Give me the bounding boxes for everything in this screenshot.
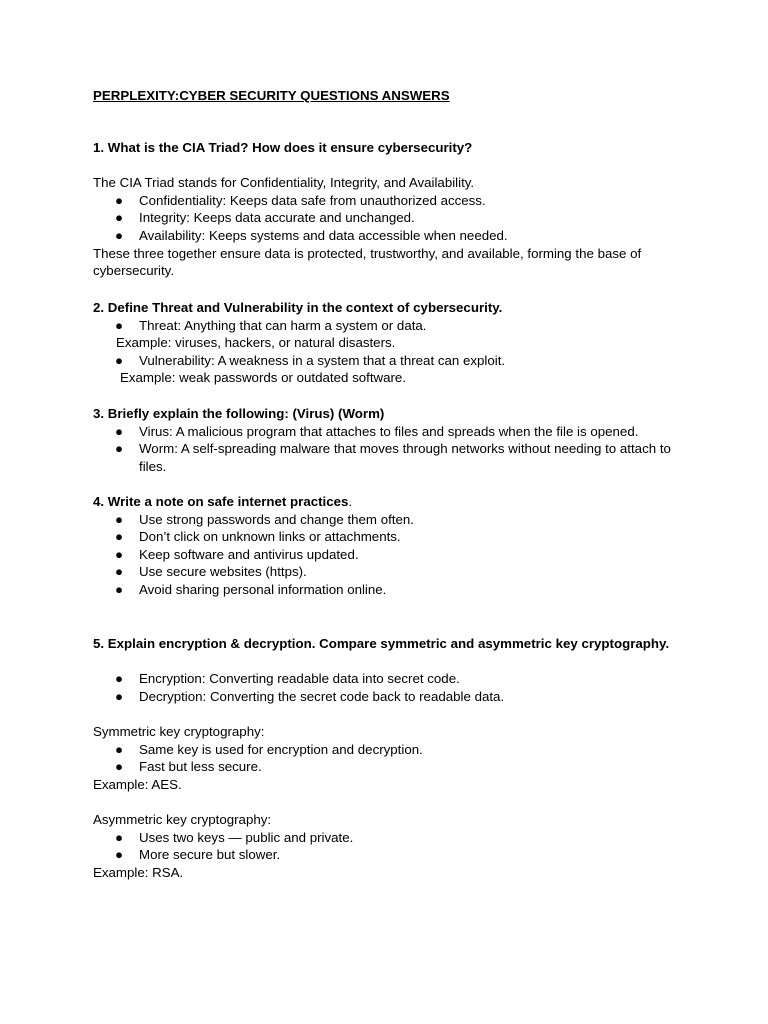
bullet-icon: ●: [115, 227, 124, 243]
list-item-text: Threat: Anything that can harm a system or data.: [139, 317, 427, 333]
bullet-icon: ●: [115, 441, 124, 457]
example-text: Example: weak passwords or outdated software.: [120, 370, 407, 386]
list-item: [93, 209, 683, 227]
list-item-text: Worm: A self-spreading malware that moves through networks without needing to attach to files.: [139, 441, 671, 474]
list-item-text: Uses two keys — public and private.: [139, 829, 354, 845]
bullet-icon: ●: [115, 564, 124, 580]
example-text: Example: viruses, hackers, or natural disasters.: [116, 335, 396, 351]
list-item-text: Virus: A malicious program that attaches to files and spreads when the file is opened.: [139, 423, 639, 439]
example-text: Example: RSA.: [93, 864, 184, 880]
list-item: [93, 546, 683, 564]
question-heading: 5. Explain encryption & decryption. Compare symmetric and asymmetric key cryptography.: [93, 636, 670, 651]
list-item: [93, 670, 683, 688]
bullet-icon: ●: [115, 423, 124, 439]
bullet-icon: ●: [115, 829, 124, 845]
spacer: [93, 793, 683, 811]
list-item-text: Keep software and antivirus updated.: [139, 546, 359, 562]
bullet-icon: ●: [115, 546, 124, 562]
section-q3: [93, 405, 683, 475]
bullet-list: [93, 352, 683, 370]
bullet-icon: ●: [115, 529, 124, 545]
bullet-icon: ●: [115, 317, 124, 333]
list-item-text: Use secure websites (https).: [139, 564, 307, 580]
example-text: Example: AES.: [93, 776, 182, 792]
bullet-list: [93, 670, 683, 705]
bullet-list: [93, 423, 683, 476]
list-item-text: Avoid sharing personal information online.: [139, 581, 387, 597]
list-item: [93, 317, 683, 335]
bullet-icon: ●: [115, 210, 124, 226]
list-item: [93, 563, 683, 581]
list-item-text: Decryption: Converting the secret code back to readable data.: [139, 688, 505, 704]
list-item: [93, 423, 683, 441]
list-item: [93, 192, 683, 210]
spacer: [93, 653, 683, 671]
list-item: [93, 511, 683, 529]
subheading: Symmetric key cryptography:: [93, 723, 265, 739]
question-heading-suffix: .: [348, 494, 353, 509]
list-item-text: Encryption: Converting readable data into secret code.: [139, 671, 460, 687]
section-q1: [93, 139, 683, 280]
bullet-list: [93, 192, 683, 245]
list-item: [93, 741, 683, 759]
bullet-icon: ●: [115, 352, 124, 368]
bullet-list: [93, 829, 683, 864]
section-q5: [93, 635, 683, 881]
section-q4: [93, 493, 683, 599]
list-item-text: Availability: Keeps systems and data accessible when needed.: [139, 227, 508, 243]
list-item: [93, 440, 683, 475]
bullet-icon: ●: [115, 741, 124, 757]
list-item-text: Integrity: Keeps data accurate and unchanged.: [139, 210, 415, 226]
spacer: [93, 705, 683, 723]
bullet-icon: ●: [115, 759, 124, 775]
list-item-text: Fast but less secure.: [139, 759, 262, 775]
list-item-text: Vulnerability: A weakness in a system that a threat can exploit.: [139, 352, 506, 368]
list-item-text: Same key is used for encryption and decryption.: [139, 741, 423, 757]
bullet-icon: ●: [115, 511, 124, 527]
subheading: Asymmetric key cryptography:: [93, 811, 272, 827]
list-item: [93, 846, 683, 864]
list-item: [93, 581, 683, 599]
question-heading: 2. Define Threat and Vulnerability in the context of cybersecurity.: [93, 300, 503, 315]
list-item-text: More secure but slower.: [139, 847, 281, 863]
bullet-icon: ●: [115, 847, 124, 863]
section-q2: [93, 299, 683, 387]
spacer: [93, 157, 683, 175]
bullet-icon: ●: [115, 192, 124, 208]
list-item: [93, 528, 683, 546]
question-heading-text: 4. Write a note on safe internet practices: [93, 494, 349, 509]
question-heading: 3. Briefly explain the following: (Virus) (Worm): [93, 406, 385, 421]
list-item-text: Use strong passwords and change them often.: [139, 511, 414, 527]
list-item: [93, 227, 683, 245]
paragraph: The CIA Triad stands for Confidentiality, Integrity, and Availability.: [93, 175, 475, 191]
paragraph: These three together ensure data is protected, trustworthy, and available, forming the base of cybersecurity.: [93, 245, 642, 279]
list-item-text: Confidentiality: Keeps data safe from unauthorized access.: [139, 192, 486, 208]
bullet-list: [93, 511, 683, 599]
bullet-list: [93, 741, 683, 776]
list-item: [93, 758, 683, 776]
list-item: [93, 829, 683, 847]
list-item: [93, 688, 683, 706]
question-heading: [93, 493, 683, 511]
document-title: PERPLEXITY:CYBER SECURITY QUESTIONS ANSWERS: [93, 88, 450, 103]
bullet-icon: ●: [115, 671, 124, 687]
list-item: [93, 352, 683, 370]
bullet-list: [93, 317, 683, 335]
question-heading: 1. What is the CIA Triad? How does it ensure cybersecurity?: [93, 140, 473, 155]
bullet-icon: ●: [115, 581, 124, 597]
bullet-icon: ●: [115, 688, 124, 704]
list-item-text: Don’t click on unknown links or attachments.: [139, 529, 401, 545]
